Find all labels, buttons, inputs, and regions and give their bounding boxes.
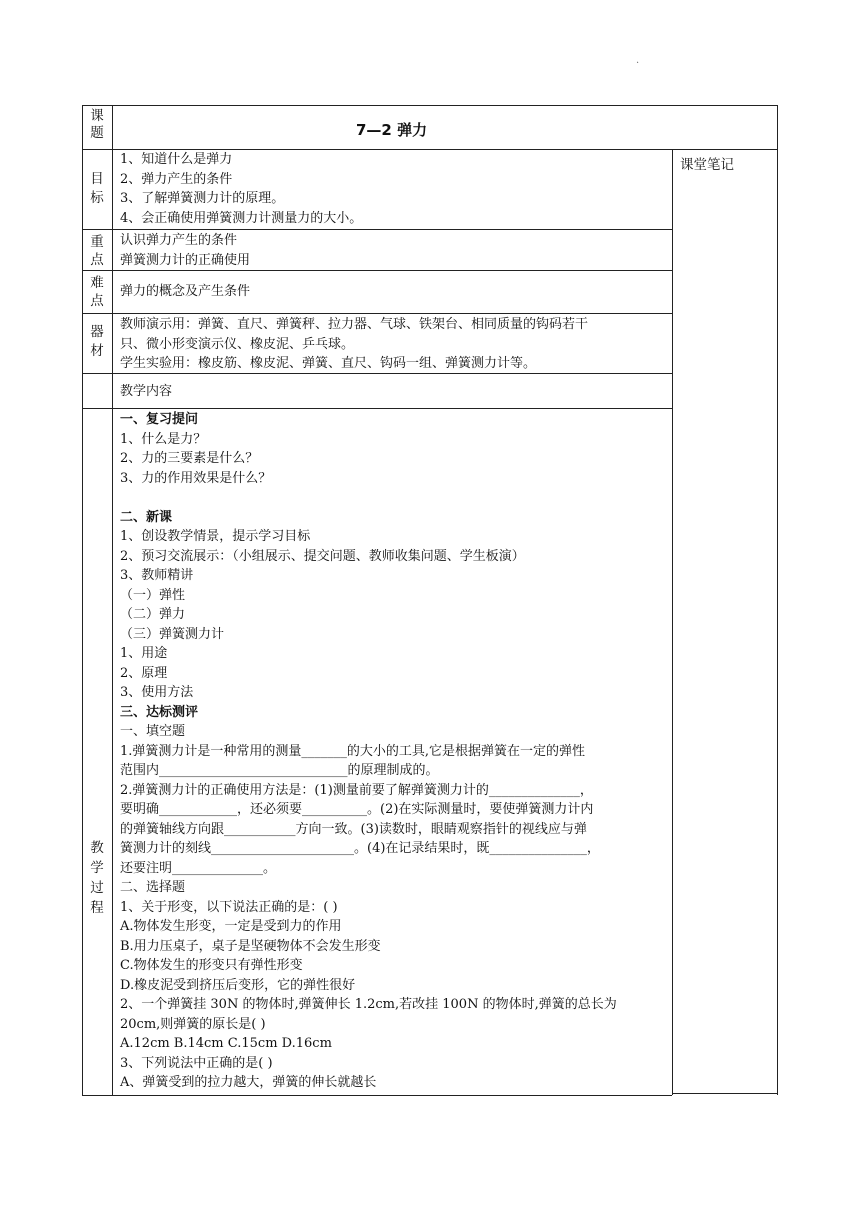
blank-line <box>120 488 617 508</box>
process-line: 2、原理 <box>120 665 168 681</box>
key-item: 认识弹力产生的条件 <box>120 233 238 248</box>
process-line: 20cm,则弹簧的原长是( ) <box>120 1016 266 1032</box>
process-line: 簧测力计的刻线______________________。(4)在记录结果时，既_______________， <box>120 841 600 856</box>
difficulty-label: 难 点 <box>90 275 104 309</box>
process-line: 的弹簧轴线方向跟___________方向一致。(3)读数时，眼睛观察指针的视线应与弹 <box>120 821 587 837</box>
lesson-plan-table <box>82 105 778 1095</box>
row-divider <box>82 408 672 409</box>
section-heading: 一、复习提问 <box>120 412 199 427</box>
process-line: （一）弹性 <box>120 587 186 603</box>
difficulty-item: 弹力的概念及产生条件 <box>120 284 251 299</box>
table-border-top <box>82 105 778 106</box>
equipment-content <box>120 315 588 374</box>
difficulty-content <box>120 282 250 302</box>
goals-content <box>120 150 362 228</box>
process-line: 1、创设教学情景，提示学习目标 <box>120 529 311 544</box>
row-divider <box>82 313 672 314</box>
notes-column-divider <box>672 149 673 1095</box>
row-divider <box>82 270 672 271</box>
process-line: 1、用途 <box>120 646 168 661</box>
header-label: 课 题 <box>90 108 104 141</box>
content-heading <box>120 382 172 402</box>
process-line: A.12cm B.14cm C.15cm D.16cm <box>120 1036 332 1051</box>
process-line: 1、关于形变，以下说法正确的是：( ) <box>120 899 338 915</box>
process-line: 3、下列说法中正确的是( ) <box>120 1055 273 1071</box>
process-line: 二、选择题 <box>120 880 186 895</box>
process-line: D.橡皮泥受到挤压后变形，它的弹性很好 <box>120 977 356 993</box>
process-line: 3、教师精讲 <box>120 568 194 583</box>
process-line: （三）弹簧测力计 <box>120 626 225 642</box>
notes-border-bottom <box>672 1093 778 1094</box>
process-line: A.物体发生形变，一定是受到力的作用 <box>120 919 342 934</box>
equipment-line: 学生实验用：橡皮筋、橡皮泥、弹簧、直尺、钩码一组、弹簧测力计等。 <box>120 356 537 371</box>
goal-item: 1、知道什么是弹力 <box>120 152 233 167</box>
process-line: 2、一个弹簧挂 30N 的物体时,弹簧伸长 1.2cm,若改挂 100N 的物体时,弹簧的总长为 <box>120 997 617 1012</box>
goal-item: 2、弹力产生的条件 <box>120 171 233 187</box>
process-line: 还要注明______________。 <box>120 860 277 876</box>
goal-item: 4、会正确使用弹簧测力计测量力的大小。 <box>120 210 363 226</box>
process-line: 2、预习交流展示：（小组展示、提交问题、教师收集问题、学生板演） <box>120 548 525 564</box>
process-line: 一、填空题 <box>120 724 186 739</box>
process-line: 2、力的三要素是什么？ <box>120 451 259 466</box>
process-line: 3、力的作用效果是什么？ <box>120 470 272 486</box>
process-line: 2.弹簧测力计的正确使用方法是：(1)测量前要了解弹簧测力计的______________， <box>120 782 593 798</box>
process-label: 教 学 过 程 <box>90 840 104 916</box>
equipment-line: 只、微小形变演示仪、橡皮泥、乒乓球。 <box>120 336 355 352</box>
section-heading: 三、达标测评 <box>120 704 199 720</box>
label-column-divider <box>112 105 113 1095</box>
corner-mark: · <box>636 58 640 69</box>
process-line: B.用力压桌子，桌子是坚硬物体不会发生形变 <box>120 938 381 954</box>
notes-label: 课堂笔记 <box>680 157 734 173</box>
key-content <box>120 231 250 270</box>
process-line: A、弹簧受到的拉力越大，弹簧的伸长就越长 <box>120 1075 377 1090</box>
page-title: 7—2 弹力 <box>356 121 428 139</box>
process-line: （二）弹力 <box>120 607 186 622</box>
row-divider <box>82 229 672 230</box>
key-item: 弹簧测力计的正确使用 <box>120 252 251 268</box>
goal-item: 3、了解弹簧测力计的原理。 <box>120 191 285 206</box>
process-line: 3、使用方法 <box>120 685 194 700</box>
process-line: C.物体发生的形变只有弹性形变 <box>120 958 303 973</box>
content-heading-text: 教学内容 <box>120 384 173 399</box>
process-line: 1、什么是力？ <box>120 431 207 447</box>
process-content <box>120 410 617 1093</box>
key-label: 重 点 <box>90 234 104 268</box>
equipment-label: 器 材 <box>90 324 104 359</box>
table-border-right <box>777 105 778 1095</box>
table-border-bottom <box>82 1095 672 1096</box>
process-line: 范围内_____________________________的原理制成的。 <box>120 763 439 778</box>
section-heading: 二、新课 <box>120 509 173 525</box>
process-line: 1.弹簧测力计是一种常用的测量_______的大小的工具,它是根据弹簧在一定的弹性 <box>120 743 586 759</box>
equipment-line: 教师演示用：弹簧、直尺、弹簧秤、拉力器、气球、铁架台、相同质量的钩码若干 <box>120 317 589 332</box>
goals-label: 目 标 <box>90 171 104 206</box>
process-line: 要明确____________，还必须要__________。(2)在实际测量时，要使弹簧测力计内 <box>120 802 594 817</box>
